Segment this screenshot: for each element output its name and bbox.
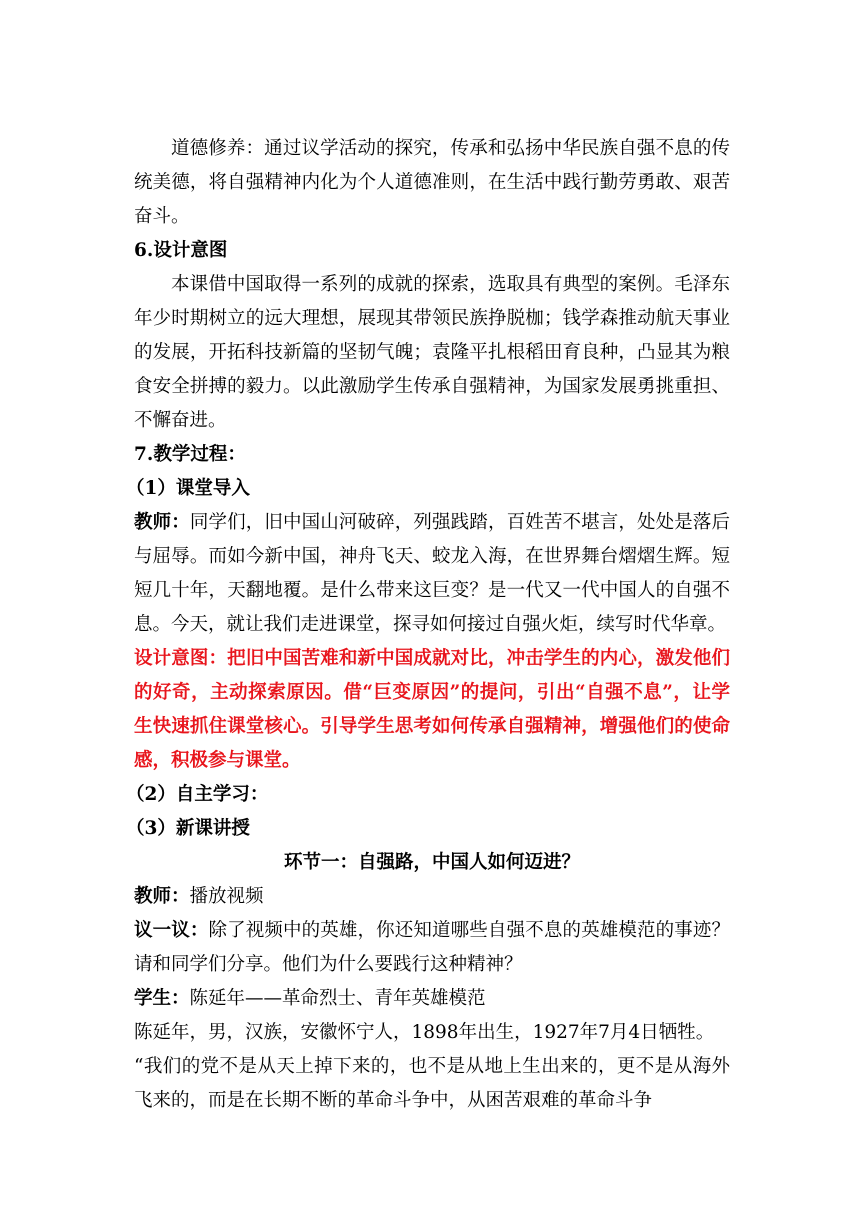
- section-title: 环节一：自强路，中国人如何迈进？: [283, 852, 580, 873]
- bio-paragraph: 陈延年，男，汉族，安徽怀宁人，1898年出生，1927年7月4日牺牲。: [134, 1022, 715, 1043]
- design-intent-red-paragraph: 设计意图：把旧中国苦难和新中国成就对比，冲击学生的内心，激发他们的好奇，主动探索原因。借“巨变原因”的提问，引出“自强不息”，让学生快速抓住课堂核心。引导学生思考如何传承自强精神，增强他们的使命感，积极参与课堂。: [134, 648, 730, 771]
- teacher-label: 教师：: [134, 512, 190, 533]
- discuss-paragraph: [134, 914, 730, 982]
- heading-teaching-process: 7.教学过程：: [134, 444, 246, 465]
- heading-design-intent: 6.设计意图: [134, 240, 228, 261]
- teacher-intro-text: 同学们，旧中国山河破碎，列强践踏，百姓苦不堪言，处处是落后与屈辱。而如今新中国，神舟飞天、蛟龙入海，在世界舞台熠熠生辉。短短几十年，天翻地覆。是什么带来这巨变？是一代又一代中国人的自强不息。今天，就让我们走进课堂，探寻如何接过自强火炬，续写时代华章。: [134, 512, 730, 635]
- subheading-self-study: （2）自主学习：: [126, 784, 269, 805]
- subheading-new-lesson: （3）新课讲授: [126, 818, 250, 839]
- teacher-intro-paragraph: [134, 506, 730, 642]
- discuss-text: 除了视频中的英雄，你还知道哪些自强不息的英雄模范的事迹？请和同学们分享。他们为什么要践行这种精神？: [134, 920, 730, 975]
- student-line: [134, 982, 730, 1016]
- moral-cultivation-paragraph: 道德修养：通过议学活动的探究，传承和弘扬中华民族自强不息的传统美德，将自强精神内化为个人道德准则，在生活中践行勤劳勇敢、艰苦奋斗。: [134, 138, 730, 227]
- teacher-video-line: [134, 880, 730, 914]
- subheading-class-intro: （1）课堂导入: [126, 478, 250, 499]
- teacher-label: 教师：: [134, 886, 190, 907]
- quote-paragraph: “我们的党不是从天上掉下来的，也不是从地上生出来的，更不是从海外飞来的，而是在长期不断的革命斗争中，从困苦艰难的革命斗争: [134, 1056, 730, 1111]
- design-intent-paragraph: 本课借中国取得一系列的成就的探索，选取具有典型的案例。毛泽东年少时期树立的远大理想，展现其带领民族挣脱枷；钱学森推动航天事业的发展，开拓科技新篇的坚韧气魄；袁隆平扎根稻田育良种，凸显其为粮食安全拼搏的毅力。以此激励学生传承自强精神，为国家发展勇挑重担、不懈奋进。: [134, 274, 730, 431]
- document-page: [126, 132, 730, 1118]
- teacher-video-text: 播放视频: [189, 886, 264, 907]
- student-label: 学生：: [134, 988, 190, 1009]
- discuss-label: 议一议：: [134, 920, 209, 941]
- student-text: 陈延年——革命烈士、青年英雄模范: [189, 988, 486, 1009]
